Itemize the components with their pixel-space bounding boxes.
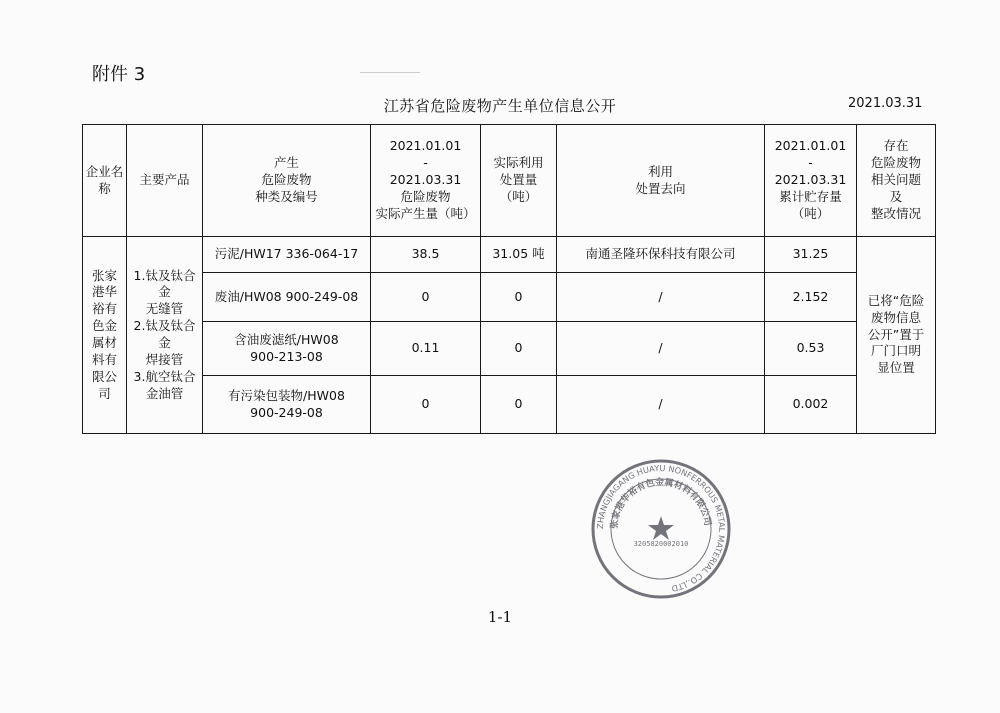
page-number: 1-1 — [487, 608, 513, 626]
produced-cell: 0 — [371, 273, 481, 322]
issues-cell: 已将“危险 废物信息 公开”置于 厂门口明 显位置 — [857, 237, 936, 434]
waste-cell: 含油废滤纸/HW08 900-213-08 — [203, 322, 371, 376]
produced-cell: 0.11 — [371, 322, 481, 376]
produced-cell: 38.5 — [371, 237, 481, 273]
stock-cell: 0.002 — [765, 376, 857, 434]
waste-cell: 有污染包装物/HW08 900-249-08 — [203, 376, 371, 434]
destination-cell: / — [557, 322, 765, 376]
header-company: 企业名称 — [83, 125, 127, 237]
header-produced: 2021.01.01 - 2021.03.31 危险废物 实际产生量（吨） — [371, 125, 481, 237]
utilized-cell: 31.05 吨 — [481, 237, 557, 273]
table-row — [83, 237, 936, 273]
attachment-label: 附件 3 — [92, 64, 146, 85]
header-stock: 2021.01.01 - 2021.03.31 累计贮存量 （吨） — [765, 125, 857, 237]
destination-cell: / — [557, 273, 765, 322]
table-row — [83, 376, 936, 434]
table-row — [83, 273, 936, 322]
waste-info-table — [82, 124, 936, 434]
table-row — [83, 322, 936, 376]
stock-cell: 31.25 — [765, 237, 857, 273]
products-cell: 1.钛及钛合 金 无缝管 2.钛及钛合 金 焊接管 3.航空钛合 金油管 — [127, 237, 203, 434]
produced-cell: 0 — [371, 376, 481, 434]
document-date: 2021.03.31 — [848, 96, 923, 111]
header-destination: 利用 处置去向 — [557, 125, 765, 237]
company-seal — [590, 458, 732, 600]
header-row — [83, 125, 936, 237]
scan-smear — [360, 72, 420, 73]
seal-outer-text: ZHANGJIAGANG HUAYU NONFERROUS METAL MATERIAL CO.,LTD — [594, 462, 728, 594]
destination-cell: / — [557, 376, 765, 434]
seal-code: 3205820002010 — [633, 540, 689, 548]
utilized-cell: 0 — [481, 273, 557, 322]
header-utilized: 实际利用 处置量 （吨） — [481, 125, 557, 237]
utilized-cell: 0 — [481, 322, 557, 376]
header-products: 主要产品 — [127, 125, 203, 237]
stock-cell: 0.53 — [765, 322, 857, 376]
header-issues: 存在 危险废物 相关问题 及 整改情况 — [857, 125, 936, 237]
stock-cell: 2.152 — [765, 273, 857, 322]
waste-cell: 废油/HW08 900-249-08 — [203, 273, 371, 322]
waste-cell: 污泥/HW17 336-064-17 — [203, 237, 371, 273]
header-waste-type: 产生 危险废物 种类及编号 — [203, 125, 371, 237]
destination-cell: 南通圣隆环保科技有限公司 — [557, 237, 765, 273]
company-name-cell: 张家 港华 裕有 色金 属材 料有 限公 司 — [83, 237, 127, 434]
seal-inner-text: 张家港华裕有色金属材料有限公司 — [609, 477, 713, 530]
seal-star-icon — [648, 516, 674, 540]
utilized-cell: 0 — [481, 376, 557, 434]
document-title: 江苏省危险废物产生单位信息公开 — [383, 97, 617, 115]
